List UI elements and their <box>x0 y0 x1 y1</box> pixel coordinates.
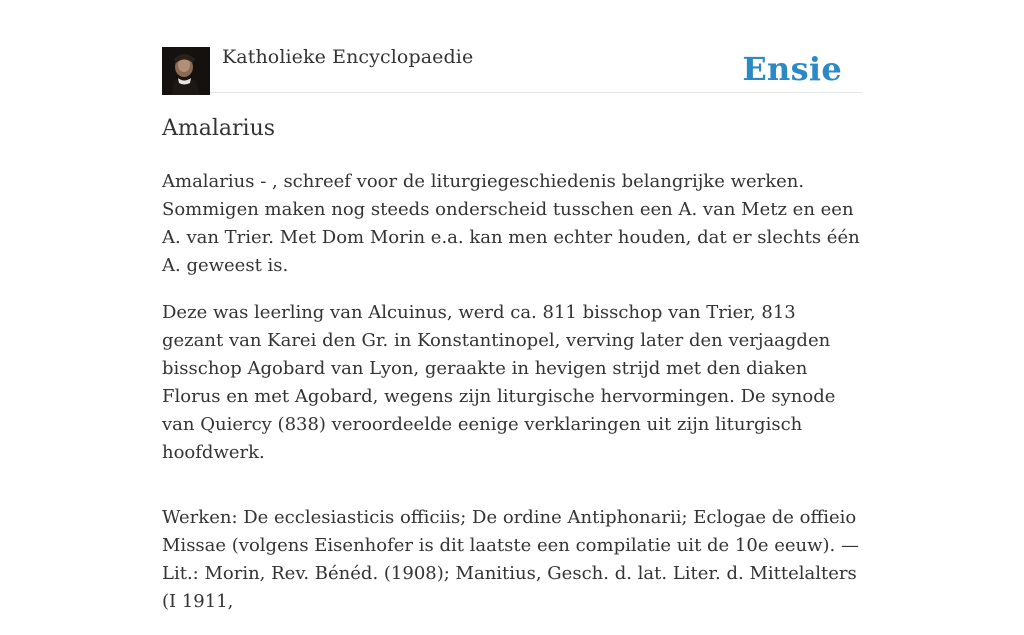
portrait-avatar-icon <box>162 47 210 95</box>
brand-logo[interactable]: Ensie <box>742 50 842 88</box>
header <box>162 0 862 93</box>
article-paragraph: Werken: De ecclesiasticis officiis; De ordine Antiphonarii; Eclogae de offieio Missae (volgens Eisenhofer is dit laatste een compilatie uit de 10e eeuw). — Lit.: Morin, Rev. Bénéd. (1908); Manitius, Gesch. d. lat. Liter. d. Mittelalters (I 1911, <box>162 507 859 612</box>
page-wrapper <box>162 0 862 612</box>
article-paragraph: Deze was leerling van Alcuinus, werd ca. 811 bisschop van Trier, 813 gezant van Karei den Gr. in Konstantinopel, verving later den verjaagden bisschop Agobard van Lyon, geraakte in hevigen strijd met den diaken Florus en met Agobard, wegens zijn liturgische hervormingen. De synode van Quiercy (838) veroordeelde eenige verklaringen uit zijn liturgisch hoofdwerk. <box>162 302 836 463</box>
page-title: Amalarius <box>162 116 276 141</box>
article-body <box>162 168 862 635</box>
source-name[interactable]: Katholieke Encyclopaedie <box>222 46 474 68</box>
avatar[interactable] <box>162 47 210 95</box>
article-paragraph: Amalarius - , schreef voor de liturgiegeschiedenis belangrijke werken. Sommigen maken nog steeds onderscheid tusschen een A. van Metz en een A. van Trier. Met Dom Morin e.a. kan men echter houden, dat er slechts één A. geweest is. <box>162 171 860 276</box>
